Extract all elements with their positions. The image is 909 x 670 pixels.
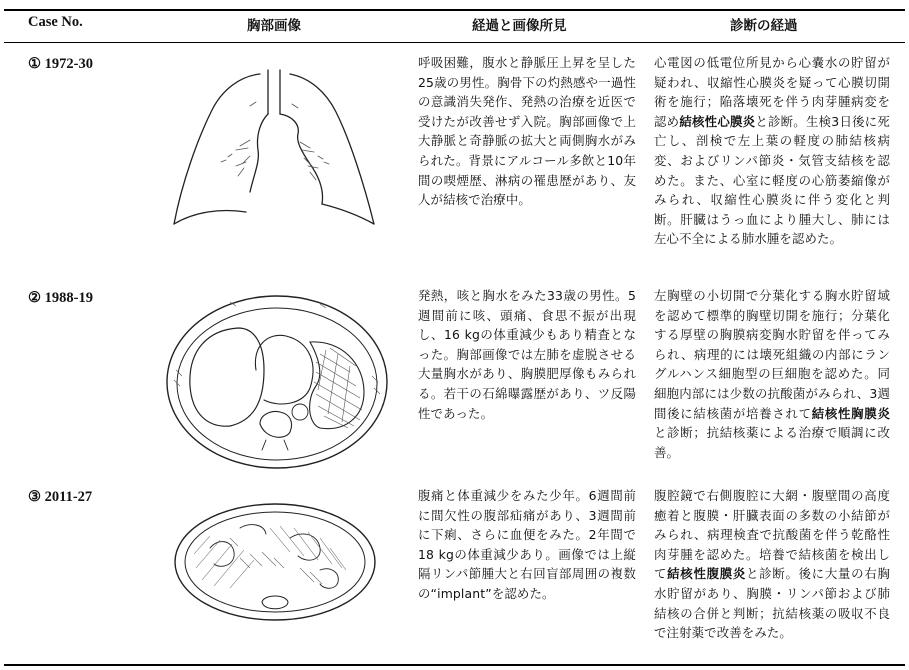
case-course-text: 呼吸困難，腹水と静脈圧上昇を呈した25歳の男性。胸骨下の灼熱感や一過性の意識消失発作、発熱の治療を近医で受けたが改善せず入院。胸部画像で上大静脈と奇静脈の拡大と両側胸水がみられた。背景にアルコール多飲と10年間の喫煙歴、淋病の罹患歴があり、友人が結核で治療中。 [418, 55, 636, 208]
case-diagnosis-text [654, 486, 890, 643]
case-diagnosis-text [654, 53, 890, 249]
case-id: ③ 2011-27 [28, 489, 93, 505]
diagnosis-text-part: 腹腔鏡で右側腹腔に大網・腹壁間の高度癒着と腹膜・肝臓表面の多数の小結節がみられ、病理検査で抗酸菌を伴う乾酪性肉芽腫を認めた。培養で結核菌を検出して [654, 488, 890, 582]
table-bottom-rule [4, 664, 905, 666]
case-id: ② 1988-19 [28, 290, 93, 306]
case-course-text: 腹痛と体重減少をみた少年。6週間前に間欠性の腹部疝痛があり、3週間前に下痢、さらに血便をみた。2年間で18 kgの体重減少あり。画像では上縦隔リンパ節腫大と右回盲部周囲の複数の“implant”を認めた。 [418, 488, 636, 601]
abdominal-ct-sketch-icon [170, 498, 380, 628]
table-top-rule [4, 9, 905, 11]
diagnosis-text-part: 左胸壁の小切開で分葉化する胸水貯留域を認めて標準的胸壁切開を施行；分葉化する厚壁の胸膜病変胸水貯留を伴ってみられ、病理的には壊死組織の内部にラングルハンス細胞型の巨細胞を認めた。同細胞内部には少数の抗酸菌がみられ、3週間後に結核菌が培養されて [654, 288, 890, 421]
diagnosis-text-part: と診断。後に大量の右胸水貯留があり、胸膜・リンパ節および肺結核の合併と判断；抗結核薬の吸収不良で注射薬で改善をみた。 [654, 566, 891, 641]
header-rule [4, 42, 905, 43]
diagnosis-text-part: と診断。生検3日後に死亡し、剖検で左上葉の軽度の肺結核病変、およびリンパ節炎・気管支結核を認めた。また、心室に軽度の心筋萎縮像がみられ、収縮性心膜炎に伴う変化と判断。肝臓はうっ血により腫大し、肺には左心不全による肺水腫を認めた。 [654, 113, 890, 247]
diagnosis-text-part: と診断；抗結核薬による治療で順調に改善。 [654, 425, 890, 460]
chest-ct-sketch-icon [160, 290, 394, 476]
header-image: 胸部画像 [247, 18, 301, 34]
case-diagnosis-text [654, 286, 890, 462]
diagnosis-highlight: 結核性心膜炎 [679, 113, 756, 129]
case-id: ① 1972-30 [28, 56, 93, 72]
diagnosis-text-part: 心電図の低電位所見から心嚢水の貯留が疑われ、収縮性心膜炎を疑って心膜切開術を施行；陥落壊死を伴う肉芽腫病変を認め [654, 55, 890, 129]
header-case-no: Case No. [28, 14, 83, 30]
case-course-text: 発熱，咳と胸水をみた33歳の男性。5週間前に咳、頭痛、食思不振が出現し、16 kgの体重減少もあり精査となった。胸部画像では左肺を虚脱させる大量胸水があり、胸膜肥厚像もみられる。若干の石綿曝露歴があり、ツ反陽性であった。 [418, 288, 636, 421]
header-course: 経過と画像所見 [472, 18, 567, 34]
chest-xray-sketch-icon [160, 62, 390, 232]
diagnosis-highlight: 結核性胸膜炎 [811, 405, 890, 421]
diagnosis-highlight: 結核性腹膜炎 [667, 566, 747, 582]
header-diagnosis: 診断の経過 [730, 18, 798, 34]
